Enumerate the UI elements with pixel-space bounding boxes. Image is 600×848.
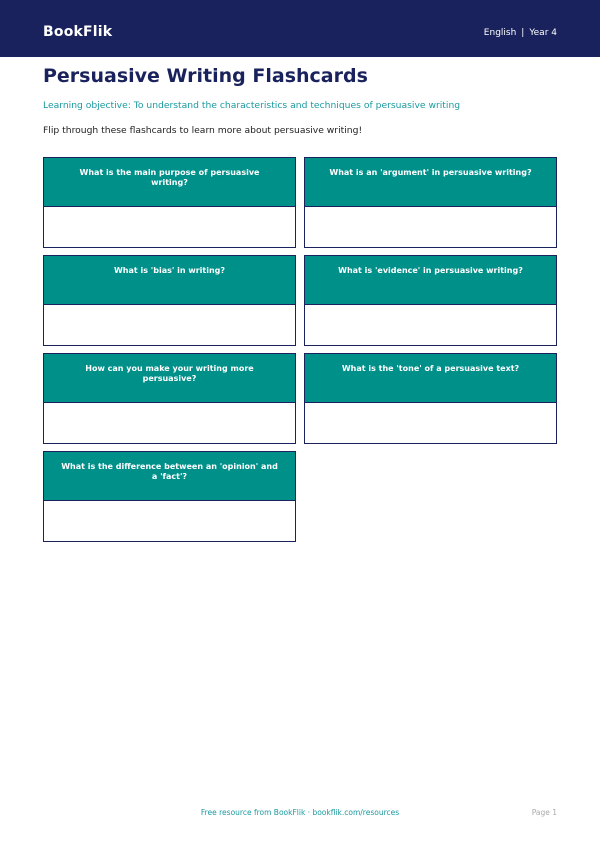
top-banner [0, 0, 600, 57]
learning-objective: Learning objective: To understand the characteristics and techniques of persuasive writing [43, 100, 461, 111]
flashcard-answer-area[interactable] [44, 305, 295, 345]
flashcard[interactable] [43, 451, 296, 542]
flashcard-answer-area[interactable] [305, 305, 556, 345]
flashcard-answer-area[interactable] [44, 403, 295, 443]
flashcard-answer-area[interactable] [305, 403, 556, 443]
flashcard-answer-area[interactable] [305, 207, 556, 247]
brand-logo: BookFlik [43, 24, 113, 40]
flashcard-question: What is an 'argument' in persuasive writing? [305, 158, 556, 207]
flashcard[interactable] [304, 353, 557, 444]
subject-year-label [484, 27, 557, 39]
flashcard[interactable] [304, 157, 557, 248]
flashcard-question: What is the difference between an 'opinion' and a 'fact'? [44, 452, 295, 501]
flashcard-question: What is the 'tone' of a persuasive text? [305, 354, 556, 403]
flashcard[interactable] [43, 157, 296, 248]
footer-resource-link[interactable]: Free resource from BookFlik · bookflik.com/resources [200, 808, 400, 817]
flashcard[interactable] [43, 353, 296, 444]
flashcard-answer-area[interactable] [44, 501, 295, 541]
flashcard-grid [43, 157, 557, 542]
flashcard-question: What is 'evidence' in persuasive writing? [305, 256, 556, 305]
flashcard[interactable] [43, 255, 296, 346]
flashcard[interactable] [304, 255, 557, 346]
page-title: Persuasive Writing Flashcards [43, 65, 368, 87]
flashcard-answer-area[interactable] [44, 207, 295, 247]
flashcard-question: How can you make your writing more persuasive? [44, 354, 295, 403]
page-number: Page 1 [531, 808, 557, 817]
intro-text: Flip through these flashcards to learn more about persuasive writing! [43, 125, 363, 136]
subject-label: English [483, 28, 517, 38]
flashcard-question: What is 'bias' in writing? [44, 256, 295, 305]
year-label: Year 4 [529, 28, 557, 38]
flashcard-question: What is the main purpose of persuasive writing? [44, 158, 295, 207]
separator: | [521, 28, 525, 38]
